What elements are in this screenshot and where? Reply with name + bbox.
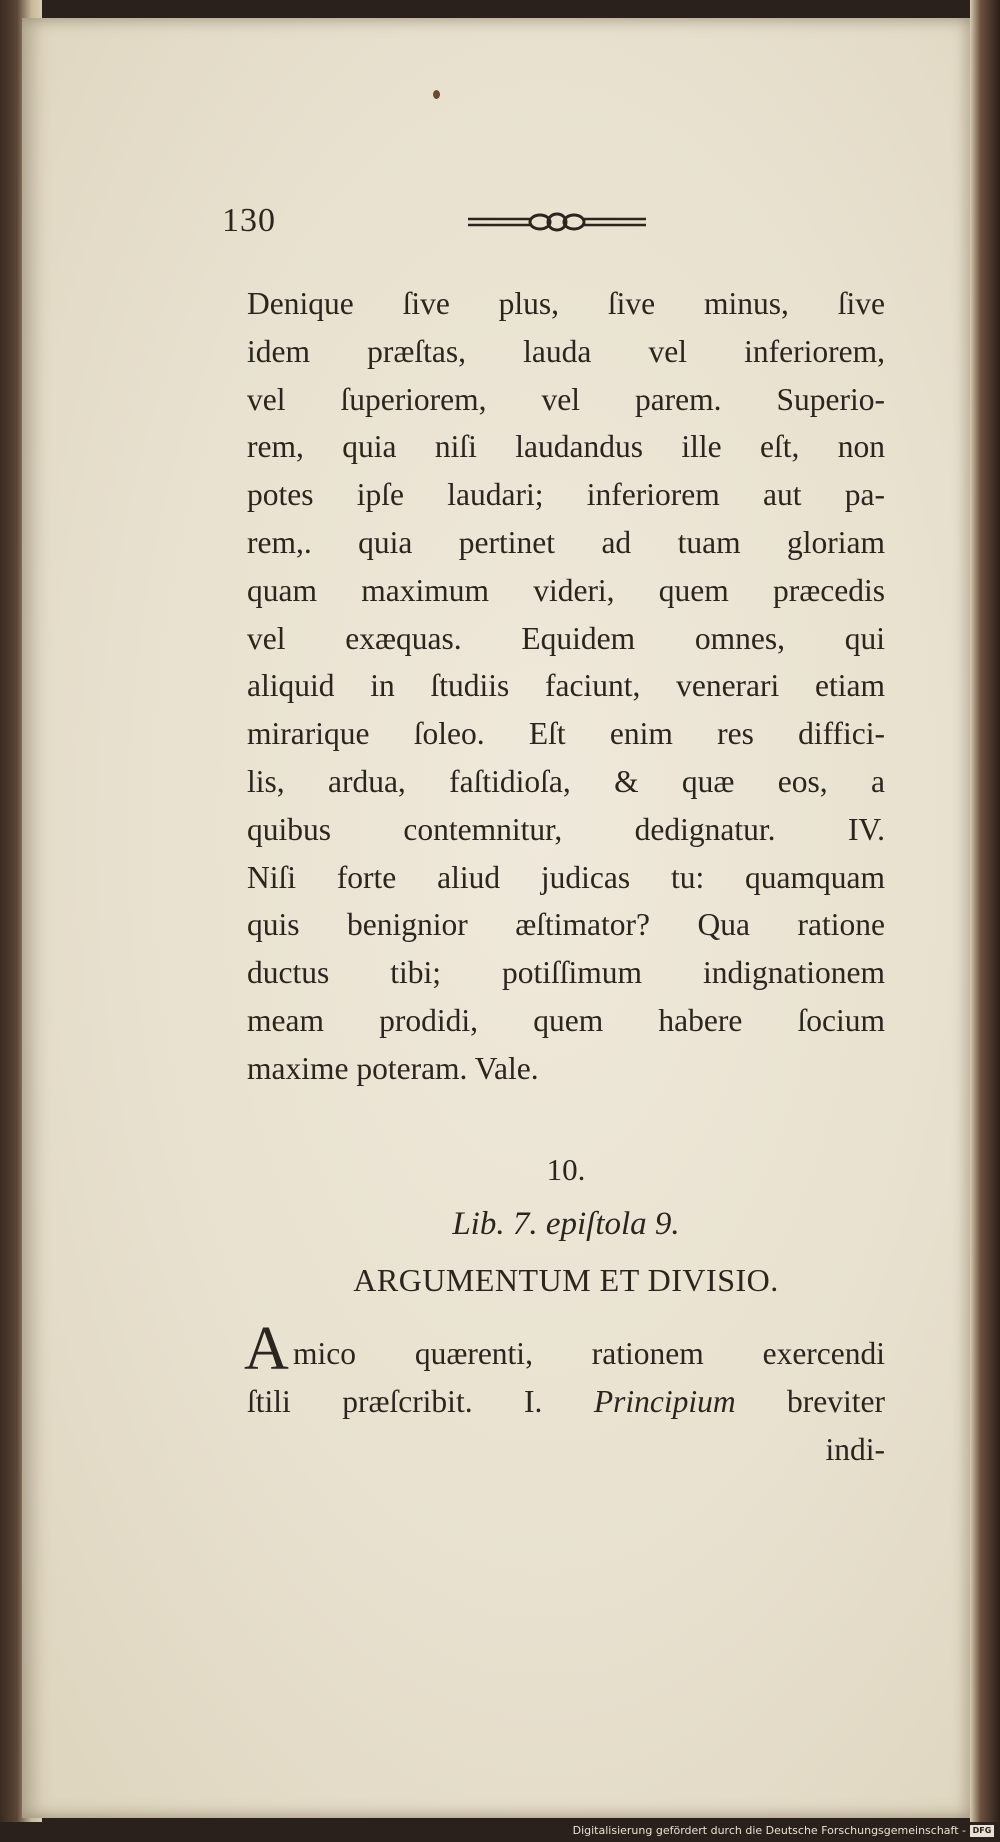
- book-edge-right: [970, 0, 1000, 1842]
- text-line: vel exæquas. Equidem omnes, qui: [247, 620, 885, 656]
- text-line: lis, ardua, faſtidioſa, & quæ eos, a: [247, 763, 885, 799]
- drop-capital: A: [244, 1315, 289, 1383]
- section-heading: ARGUMENTUM ET DIVISIO.: [353, 1262, 779, 1298]
- text-line: maxime poteram. Vale.: [247, 1050, 539, 1086]
- text-line: [247, 1378, 885, 1426]
- text-line: mirarique ſoleo. Eſt enim res diffici-: [247, 716, 885, 752]
- text-line: idem præſtas, lauda vel inferiorem,: [247, 333, 885, 369]
- ink-speck: [433, 90, 440, 99]
- paragraph-letter-ending: [247, 280, 885, 1093]
- dfg-logo: DFG: [970, 1825, 994, 1837]
- text-line: quibus contemnitur, dedignatur. IV.: [247, 811, 885, 847]
- text-line: potes ipſe laudari; inferiorem aut pa-: [247, 477, 885, 513]
- text-line: vel ſuperiorem, vel parem. Superio-: [247, 381, 885, 417]
- page-number: 130: [222, 202, 276, 239]
- catchword: indi-: [825, 1431, 885, 1467]
- section-number: 10.: [546, 1152, 586, 1187]
- text-line: meam prodidi, quem habere ſocium: [247, 1002, 885, 1038]
- paragraph-argument: [247, 1330, 885, 1473]
- text-line: Denique ſive plus, ſive minus, ſive: [247, 286, 885, 321]
- header-ornament-icon: [468, 210, 646, 234]
- text-run: breviter: [735, 1383, 885, 1419]
- text-line: rem,. quia pertinet ad tuam gloriam: [247, 524, 885, 560]
- italic-term: Principium: [593, 1383, 736, 1419]
- text-line: aliquid in ſtudiis faciunt, venerari etiam: [247, 668, 885, 704]
- epistle-citation: Lib. 7. epiſtola 9.: [452, 1206, 680, 1242]
- text-line: quis benignior æſtimator? Qua ratione: [247, 907, 885, 943]
- digitization-credit: Digitalisierung gefördert durch die Deutsche Forschungsgemeinschaft -: [572, 1824, 966, 1837]
- text-run: ſtili præſcribit. I.: [247, 1383, 594, 1419]
- text-line: rem, quia niſi laudandus ille eſt, non: [247, 429, 885, 465]
- text-line: mico quærenti, rationem exercendi: [293, 1336, 885, 1371]
- text-line: ductus tibi; potiſſimum indignationem: [247, 955, 885, 991]
- text-line: Niſi forte aliud judicas tu: quamquam: [247, 859, 885, 895]
- text-line: quam maximum videri, quem præcedis: [247, 572, 885, 608]
